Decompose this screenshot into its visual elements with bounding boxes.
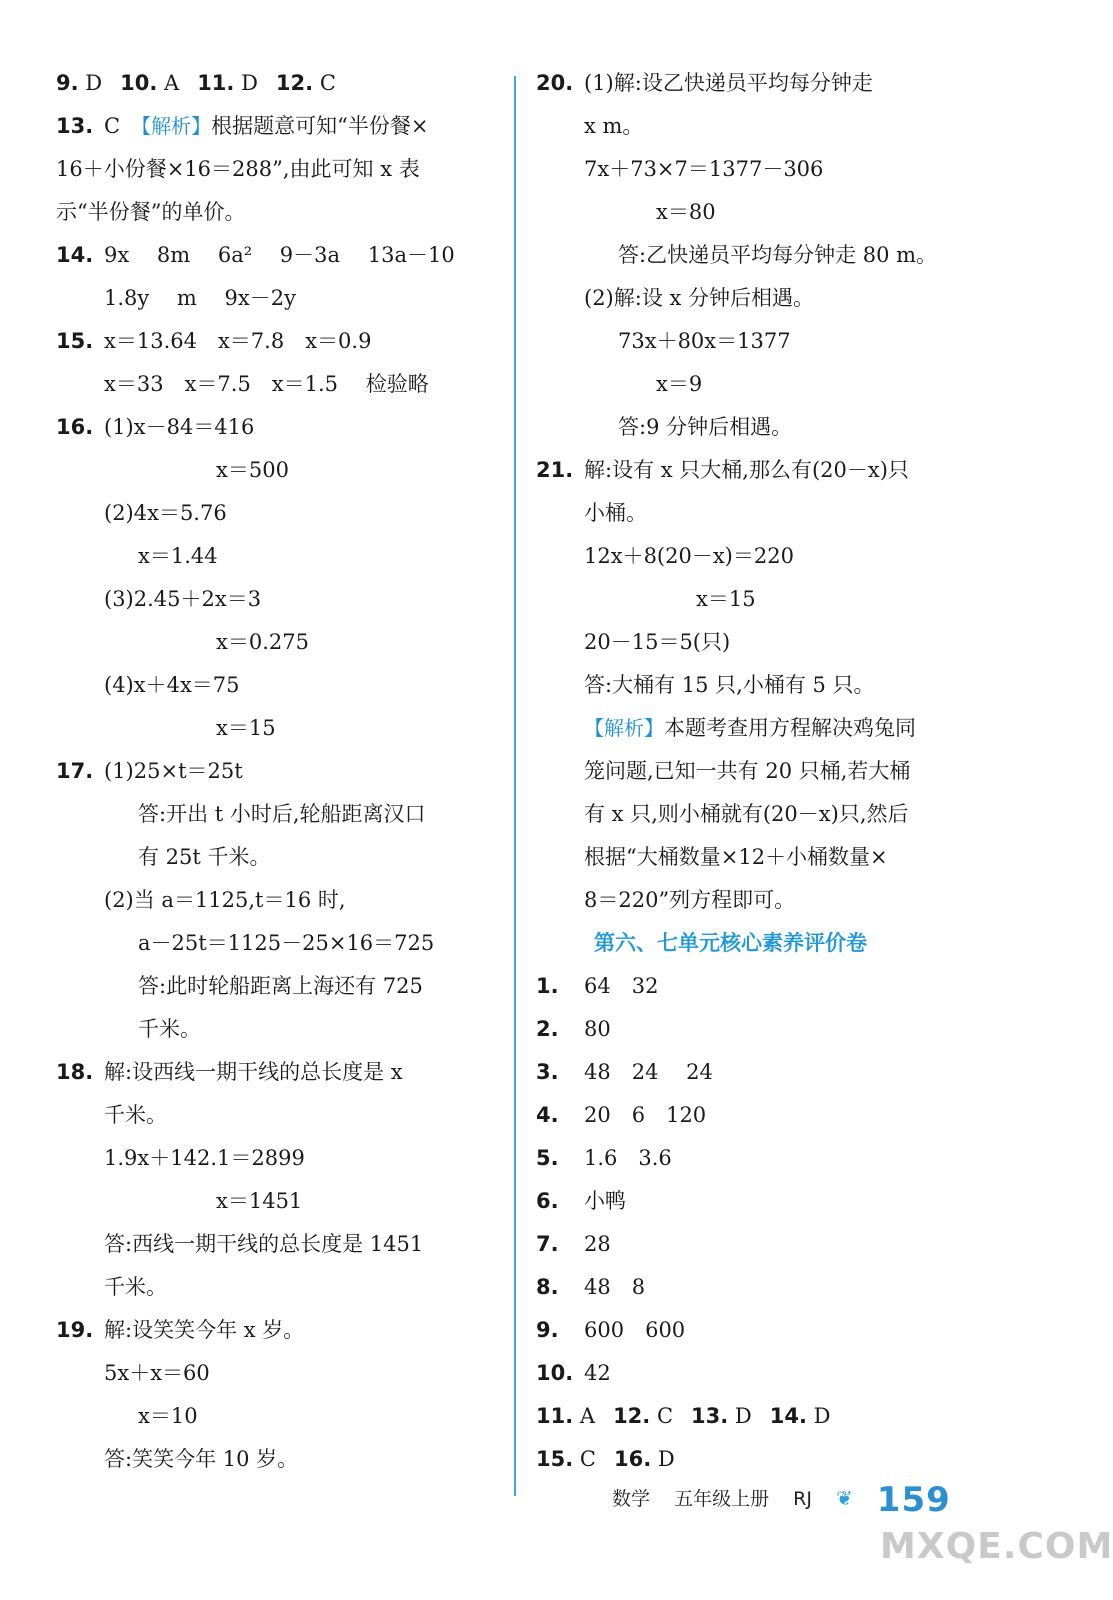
answer-text: 根据题意可知“半份餐× [211, 114, 429, 138]
answer-text: C [656, 1404, 674, 1428]
answer-text: 答:大桶有 15 只,小桶有 5 只。 [584, 673, 875, 697]
answer-text: 答:9 分钟后相遇。 [618, 415, 793, 439]
answer-line [536, 191, 996, 234]
leaf-icon: ❦ [835, 1486, 853, 1510]
question-number: 11. [197, 71, 235, 95]
answer-line [56, 578, 496, 621]
answer-text: 48 8 [584, 1275, 646, 1299]
answer-text: 64 32 [584, 974, 659, 998]
answer-text: (3)2.45＋2x＝3 [104, 587, 262, 611]
answer-text: 解:设有 x 只大桶,那么有(20－x)只 [584, 458, 909, 482]
answer-text: 解:设西线一期干线的总长度是 x [104, 1060, 403, 1084]
answer-line [536, 578, 996, 621]
question-number: 8. [536, 1275, 559, 1299]
answer-text: x＝15 [216, 716, 276, 740]
column-divider [514, 76, 516, 1496]
answer-line [536, 1352, 996, 1395]
answer-text: 千米。 [104, 1103, 167, 1127]
answer-line [536, 105, 996, 148]
analysis-tag: 【解析】 [584, 716, 664, 740]
question-number: 16. [56, 415, 94, 439]
question-number: 11. [536, 1404, 574, 1428]
analysis-tag: 【解析】 [141, 114, 212, 138]
answer-line [536, 664, 996, 707]
answer-line [536, 1094, 996, 1137]
answer-line [56, 1180, 496, 1223]
answer-line [56, 879, 496, 922]
answer-line [56, 105, 496, 148]
question-number: 15. [536, 1447, 574, 1471]
answer-text: 答:西线一期干线的总长度是 1451 [104, 1232, 424, 1256]
answer-line [56, 836, 496, 879]
answer-text: 1.8y m 9x－2y [104, 286, 296, 310]
answer-line [56, 793, 496, 836]
question-number: 13. [691, 1404, 729, 1428]
left-column [56, 62, 496, 1481]
question-number: 19. [56, 1318, 94, 1342]
answer-line [536, 406, 996, 449]
answer-text: C [104, 114, 121, 138]
answer-text: 小鸭 [584, 1189, 626, 1213]
answer-line [56, 1266, 496, 1309]
answer-line [56, 1438, 496, 1481]
answer-line [536, 234, 996, 277]
answer-line [536, 535, 996, 578]
answer-text: a－25t＝1125－25×16＝725 [138, 931, 435, 955]
answer-text: x＝10 [138, 1404, 198, 1428]
answer-line [56, 1395, 496, 1438]
answer-line [56, 62, 496, 105]
section-title: 第六、七单元核心素养评价卷 [594, 931, 867, 955]
answer-text: 16＋小份餐×16＝288”,由此可知 x 表 [56, 157, 420, 181]
question-number: 10. [536, 1361, 574, 1385]
answer-text: 答:开出 t 小时后,轮船距离汉口 [138, 802, 426, 826]
answer-line [56, 320, 496, 363]
question-number: 13. [56, 114, 94, 138]
watermark: MXQE.COM [880, 1526, 1113, 1567]
answer-text: 73x＋80x＝1377 [618, 329, 791, 353]
answer-text: x＝500 [216, 458, 289, 482]
answer-text: 有 x 只,则小桶就有(20－x)只,然后 [584, 802, 909, 826]
question-number: 17. [56, 759, 94, 783]
answer-line [536, 492, 996, 535]
answer-text: x＝80 [656, 200, 716, 224]
answer-line [536, 879, 996, 922]
answer-line [536, 965, 996, 1008]
answer-text: 示“半份餐”的单价。 [56, 200, 246, 224]
answer-text: 根据“大桶数量×12＋小桶数量× [584, 845, 888, 869]
question-number: 16. [613, 1447, 652, 1471]
answer-text: 笼问题,已知一共有 20 只桶,若大桶 [584, 759, 911, 783]
answer-line [56, 1223, 496, 1266]
answer-text: (4)x＋4x＝75 [104, 673, 240, 697]
answer-line [56, 1309, 496, 1352]
answer-line [56, 148, 496, 191]
answer-text: 12x＋8(20－x)＝220 [584, 544, 794, 568]
answer-text: x＝33 x＝7.5 x＝1.5 检验略 [104, 372, 429, 396]
answer-text: 千米。 [104, 1275, 167, 1299]
question-number: 2. [536, 1017, 559, 1041]
answer-text: x＝1451 [216, 1189, 303, 1213]
answer-line [536, 62, 996, 105]
answer-text: x＝13.64 x＝7.8 x＝0.9 [104, 329, 372, 353]
answer-line [56, 1137, 496, 1180]
answer-line [56, 621, 496, 664]
answer-line [56, 664, 496, 707]
answer-line [56, 406, 496, 449]
answer-text: 有 25t 千米。 [138, 845, 271, 869]
answer-text: 答:乙快递员平均每分钟走 80 m。 [618, 243, 938, 267]
answer-line [536, 707, 996, 750]
question-number: 14. [56, 243, 94, 267]
question-number: 9. [536, 1318, 559, 1342]
answer-text: 千米。 [138, 1017, 201, 1041]
answer-text: 42 [584, 1361, 611, 1385]
answer-text: 小桶。 [584, 501, 647, 525]
question-number: 12. [613, 1404, 651, 1428]
answer-line [536, 621, 996, 664]
answer-text: x m。 [584, 114, 644, 138]
answer-text: D [85, 71, 103, 95]
answer-line [56, 1051, 496, 1094]
answer-line [56, 707, 496, 750]
answer-line [536, 320, 996, 363]
answer-line [56, 492, 496, 535]
answer-text: (2)解:设 x 分钟后相遇。 [584, 286, 815, 310]
answer-text: x＝1.44 [138, 544, 218, 568]
answer-text: C [319, 71, 336, 95]
question-number: 15. [56, 329, 94, 353]
answer-text: 48 24 24 [584, 1060, 713, 1084]
question-number: 6. [536, 1189, 559, 1213]
question-number: 20. [536, 71, 574, 95]
answer-text: 答:此时轮船距离上海还有 725 [138, 974, 423, 998]
answer-line [536, 1008, 996, 1051]
answer-text: (1)解:设乙快递员平均每分钟走 [584, 71, 873, 95]
answer-text: D [813, 1404, 831, 1428]
answer-text: 20 6 120 [584, 1103, 707, 1127]
answer-line [536, 449, 996, 492]
answer-line [56, 449, 496, 492]
answer-line [536, 1266, 996, 1309]
answer-text: (1)x－84＝416 [104, 415, 255, 439]
right-column [536, 62, 996, 1481]
answer-text: A [164, 71, 180, 95]
answer-line [56, 965, 496, 1008]
answer-line [56, 1352, 496, 1395]
answer-line [536, 836, 996, 879]
answer-text: 答:笑笑今年 10 岁。 [104, 1447, 299, 1471]
footer-subject: 数学 [612, 1488, 651, 1510]
answer-line [536, 363, 996, 406]
answer-text: D [241, 71, 258, 95]
answer-line [536, 1309, 996, 1352]
answer-line [536, 277, 996, 320]
answer-line [536, 1051, 996, 1094]
answer-text: A [579, 1404, 596, 1428]
question-number: 9. [56, 71, 79, 95]
footer-grade: 五年级上册 [674, 1488, 770, 1510]
answer-text: C [579, 1447, 596, 1471]
answer-text: D [734, 1404, 752, 1428]
answer-text: 5x＋x＝60 [104, 1361, 210, 1385]
question-number: 12. [275, 71, 314, 95]
answer-text: 80 [584, 1017, 611, 1041]
answer-line [56, 191, 496, 234]
answer-text: 7x＋73×7＝1377－306 [584, 157, 824, 181]
question-number: 21. [536, 458, 574, 482]
answer-line [56, 1008, 496, 1051]
question-number: 7. [536, 1232, 559, 1256]
answer-text: 本题考查用方程解决鸡兔同 [664, 716, 916, 740]
answer-line [536, 1223, 996, 1266]
answer-text: (2)当 a＝1125,t＝16 时, [104, 888, 346, 912]
answer-line [536, 750, 996, 793]
answer-text: D [657, 1447, 675, 1471]
answer-line [56, 535, 496, 578]
answer-text: 9x 8m 6a² 9－3a 13a－10 [104, 243, 455, 267]
answer-text: 解:设笑笑今年 x 岁。 [104, 1318, 305, 1342]
answer-text: x＝9 [656, 372, 703, 396]
answer-text: x＝15 [696, 587, 756, 611]
answer-text: 28 [584, 1232, 611, 1256]
answer-line [536, 1137, 996, 1180]
answer-text: (2)4x＝5.76 [104, 501, 227, 525]
answer-line [536, 1438, 996, 1481]
footer-edition: RJ [793, 1488, 812, 1510]
question-number: 18. [56, 1060, 94, 1084]
answer-text: (1)25×t＝25t [104, 759, 243, 783]
answer-text: 1.6 3.6 [584, 1146, 672, 1170]
answer-line [56, 277, 496, 320]
question-number: 5. [536, 1146, 559, 1170]
answer-line [56, 922, 496, 965]
question-number: 10. [120, 71, 158, 95]
answer-line [536, 1180, 996, 1223]
answer-line [56, 234, 496, 277]
answer-text: 20－15＝5(只) [584, 630, 731, 654]
answer-line [536, 148, 996, 191]
answer-line [536, 793, 996, 836]
answer-line [56, 750, 496, 793]
question-number: 4. [536, 1103, 559, 1127]
answer-line [56, 363, 496, 406]
question-number: 14. [769, 1404, 807, 1428]
question-number: 3. [536, 1060, 559, 1084]
question-number: 1. [536, 974, 559, 998]
answer-line [56, 1094, 496, 1137]
answer-text: x＝0.275 [216, 630, 309, 654]
answer-text: 1.9x＋142.1＝2899 [104, 1146, 305, 1170]
answer-text: 600 600 [584, 1318, 686, 1342]
answer-line [536, 1395, 996, 1438]
answer-text: 8＝220”列方程即可。 [584, 888, 796, 912]
page-number: 159 [876, 1479, 951, 1520]
